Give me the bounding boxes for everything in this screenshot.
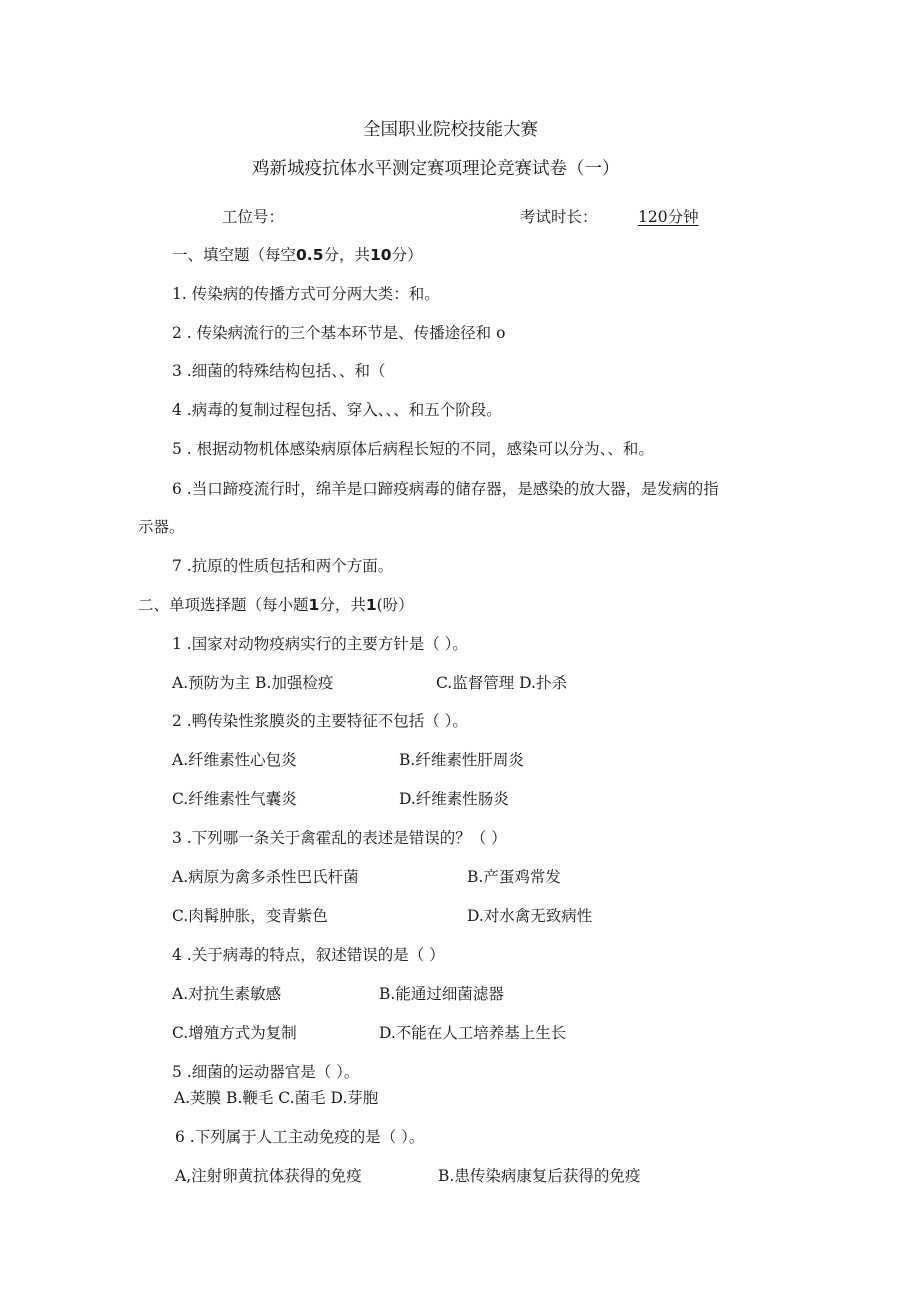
fill-question-6-cont: 示器。 (138, 518, 185, 536)
choice-question-4: 4 .关于病毒的特点，叙述错误的是（ ） (172, 946, 445, 964)
choice-3-option-b: B.产蛋鸡常发 (467, 868, 561, 886)
station-label: 工位号： (222, 208, 285, 226)
choice-4-option-c: C.增殖方式为复制 (172, 1024, 297, 1042)
choice-2-option-a: A.纤维素性心包炎 (172, 751, 297, 769)
choice-4-option-b: B.能通过细菌滤器 (379, 985, 504, 1003)
choice-1-options-cd: C.监督管理 D.扑杀 (436, 674, 567, 692)
exam-title: 全国职业院校技能大赛 (363, 120, 538, 140)
choice-question-1: 1 .国家对动物疫病实行的主要方针是（ ）。 (172, 635, 468, 653)
choice-4-option-a: A.对抗生素敏感 (172, 985, 282, 1003)
fill-question-4: 4 .病毒的复制过程包括、穿入、、、和五个阶段。 (172, 401, 502, 419)
choice-6-option-a: A,注射卵黄抗体获得的免疫 (175, 1167, 362, 1185)
section-1-heading: 一、填空题（每空0.5分，共10分） (172, 246, 423, 264)
choice-4-option-d: D.不能在人工培养基上生长 (379, 1024, 567, 1042)
choice-1-options-ab: A.预防为主 B.加强检疫 (172, 674, 334, 692)
duration-value: 120分钟 (638, 208, 699, 226)
fill-question-2: 2 . 传染病流行的三个基本环节是、传播途径和 o (172, 324, 506, 342)
choice-question-5: 5 .细菌的运动器官是（ ）。 (172, 1063, 360, 1081)
choice-2-option-c: C.纤维素性气囊炎 (172, 790, 297, 808)
fill-question-3: 3 .细菌的特殊结构包括、、和（ (172, 362, 386, 380)
choice-3-option-c: C.肉髯肿胀，变青紫色 (172, 907, 328, 925)
choice-question-2: 2 .鸭传染性浆膜炎的主要特征不包括（ ）。 (172, 712, 468, 730)
choice-6-option-b: B.患传染病康复后获得的免疫 (438, 1167, 641, 1185)
fill-question-1: 1. 传染病的传播方式可分两大类：和。 (172, 285, 440, 303)
exam-subtitle: 鸡新城疫抗体水平测定赛项理论竞赛试卷（一） (252, 159, 620, 179)
choice-question-6: 6 .下列属于人工主动免疫的是（ ）。 (175, 1128, 425, 1146)
choice-2-option-d: D.纤维素性肠炎 (399, 790, 509, 808)
fill-question-6: 6 .当口蹄疫流行时，绵羊是口蹄疫病毒的储存器，是感染的放大器，是发病的指 (172, 480, 719, 498)
section-2-heading: 二、单项选择题（每小题1分，共1(吩） (138, 596, 414, 614)
choice-3-option-d: D.对水禽无致病性 (467, 907, 593, 925)
choice-5-options: A.荚膜 B.鞭毛 C.菌毛 D.芽胞 (174, 1089, 379, 1107)
fill-question-7: 7 .抗原的性质包括和两个方面。 (172, 557, 394, 575)
choice-3-option-a: A.病原为禽多杀性巴氏杆菌 (172, 868, 359, 886)
duration-label: 考试时长： (520, 208, 598, 226)
fill-question-5: 5 . 根据动物机体感染病原体后病程长短的不同，感染可以分为、、和。 (172, 440, 654, 458)
choice-2-option-b: B.纤维素性肝周炎 (399, 751, 524, 769)
choice-question-3: 3 .下列哪一条关于禽霍乱的表述是错误的？（ ） (172, 829, 507, 847)
